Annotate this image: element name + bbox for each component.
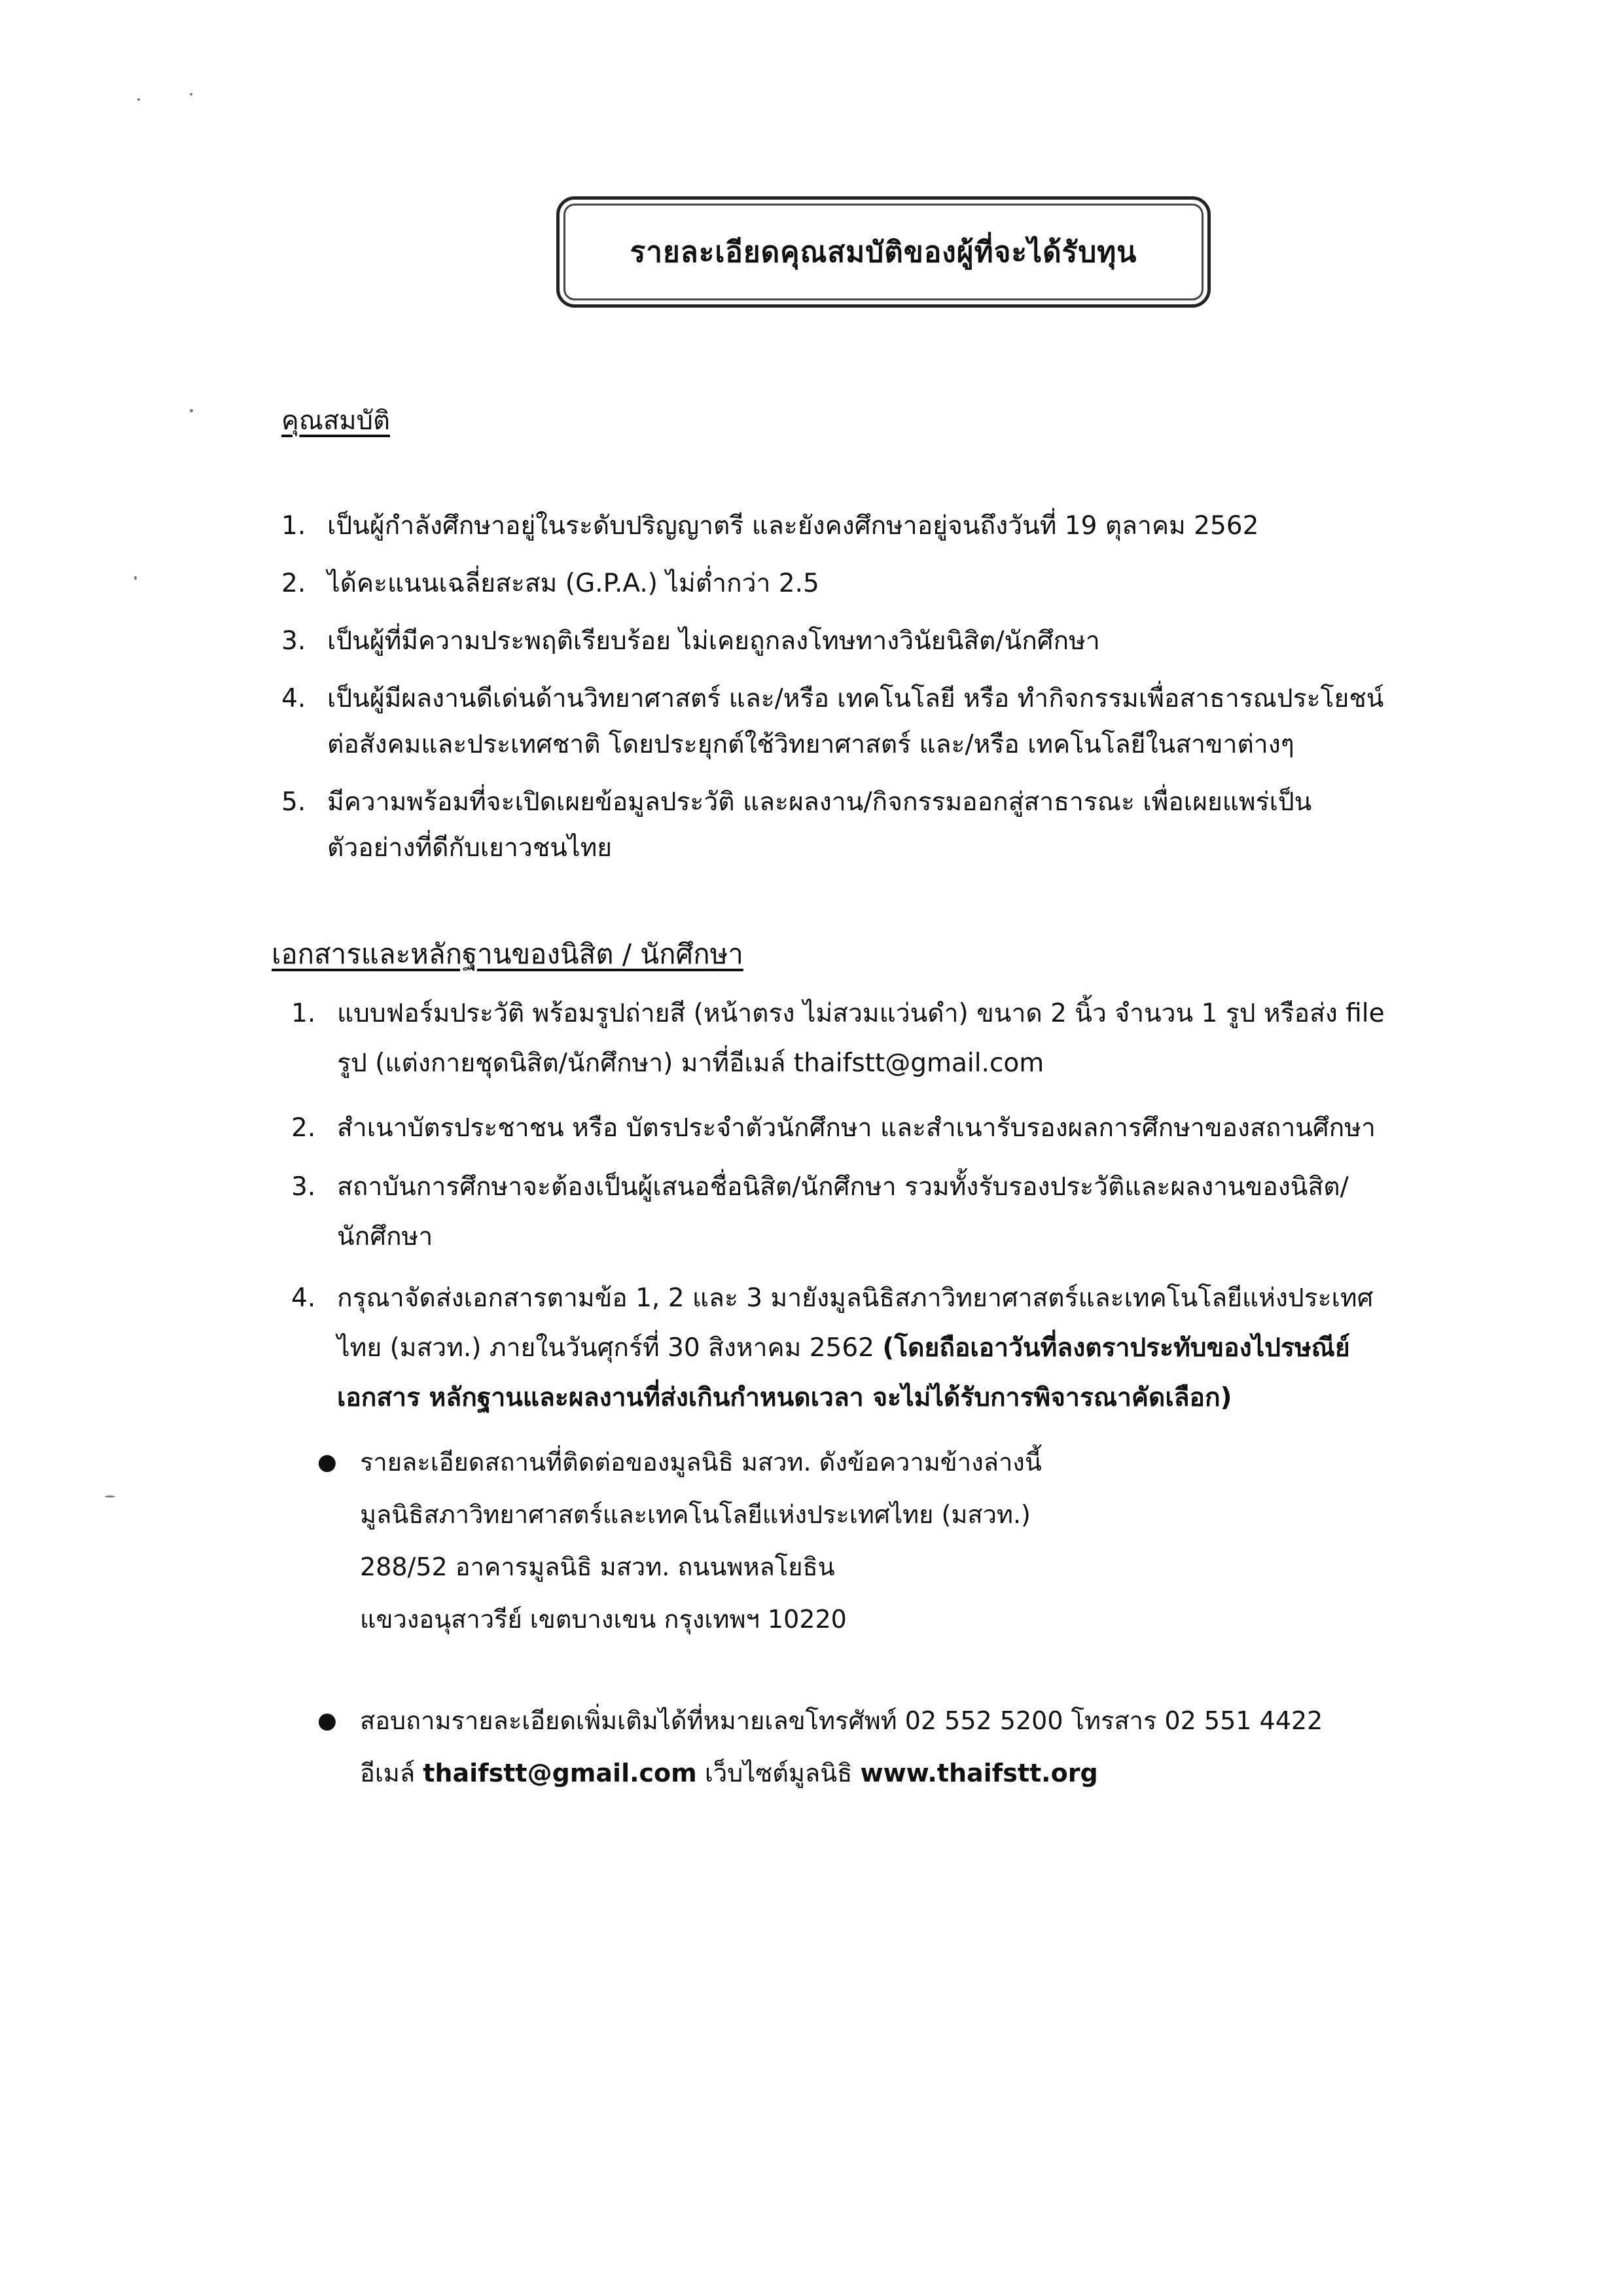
item-text: เป็นผู้กำลังศึกษาอยู่ในระดับปริญญาตรี และยังคงศึกษาอยู่จนถึงวันที่ 19 ตุลาคม 2562 [327,511,1259,541]
item-number: 4. [281,684,306,713]
bullet-dot-icon: ● [317,1708,337,1734]
item-number: 3. [281,626,306,656]
item-text-plain: ไทย (มสวท.) ภายในวันศุกร์ที่ 30 สิงหาคม 2562 [337,1333,883,1363]
item-text-bold: (โดยถือเอาวันที่ลงตราประทับของไปรษณีย์ [882,1333,1350,1363]
item-text-line-2: นักศึกษา [337,1222,433,1251]
item-text-line-2: รูป (แต่งกายชุดนิสิต/นักศึกษา) มาที่อีเมล์ thaifstt@gmail.com [337,1049,1044,1078]
qualifications-heading: คุณสมบัติ [281,406,391,436]
item-text-line-1: มีความพร้อมที่จะเปิดเผยข้อมูลประวัติ และผลงาน/กิจกรรมออกสู่สาธารณะ เพื่อเผยแพร่เป็น [327,787,1312,817]
scan-speck [134,576,137,580]
documents-heading: เอกสารและหลักฐานของนิสิต / นักศึกษา [272,938,743,970]
contact-line-3: 288/52 อาคารมูลนิธิ มสวท. ถนนพหลโยธิน [360,1552,835,1581]
item-text-line-1: กรุณาจัดส่งเอกสารตามข้อ 1, 2 และ 3 มายังมูลนิธิสภาวิทยาศาสตร์และเทคโนโลยีแห่งประเทศ [337,1283,1374,1313]
item-number: 1. [291,999,316,1028]
scan-speck [137,98,140,101]
scan-speck [190,409,193,412]
bullet-dot-icon: ● [317,1449,337,1475]
item-text-line-1: สถาบันการศึกษาจะต้องเป็นผู้เสนอชื่อนิสิต/นักศึกษา รวมทั้งรับรองประวัติและผลงานของนิสิต/ [337,1172,1349,1202]
contact-line-4: แขวงอนุสาวรีย์ เขตบางเขน กรุงเทพฯ 10220 [360,1605,847,1634]
item-number: 2. [291,1113,316,1143]
item-text: ได้คะแนนเฉลี่ยสะสม (G.P.A.) ไม่ต่ำกว่า 2.5 [327,569,819,598]
item-text-line-1: แบบฟอร์มประวัติ พร้อมรูปถ่ายสี (หน้าตรง ไม่สวมแว่นดำ) ขนาด 2 นิ้ว จำนวน 1 รูป หรือส่ง file [337,999,1385,1028]
scan-speck [105,1496,115,1498]
email-web-line [360,1751,1098,1795]
phone-line: สอบถามรายละเอียดเพิ่มเติมได้ที่หมายเลขโทรศัพท์ 02 552 5200 โทรสาร 02 551 4422 [360,1706,1323,1735]
website-label: เว็บไซต์มูลนิธิ [696,1759,861,1787]
title-box [556,196,1211,308]
item-text-line-3: เอกสาร หลักฐานและผลงานที่ส่งเกินกำหนดเวลา จะไม่ได้รับการพิจารณาคัดเลือก) [337,1383,1232,1412]
item-number: 5. [281,787,306,817]
contact-line-1: รายละเอียดสถานที่ติดต่อของมูลนิธิ มสวท. ดังข้อความข้างล่างนี้ [360,1448,1042,1477]
item-text-line-2: ตัวอย่างที่ดีกับเยาวชนไทย [327,833,613,863]
item-number: 4. [291,1283,316,1313]
item-text-line-1: เป็นผู้มีผลงานดีเด่นด้านวิทยาศาสตร์ และ/หรือ เทคโนโลยี หรือ ทำกิจกรรมเพื่อสาธารณประโยชน์ [327,684,1384,713]
email-label: อีเมล์ [360,1759,423,1787]
item-number: 1. [281,511,306,541]
item-number: 2. [281,569,306,598]
item-text: เป็นผู้ที่มีความประพฤติเรียบร้อย ไม่เคยถูกลงโทษทางวินัยนิสิต/นักศึกษา [327,626,1100,656]
contact-line-2: มูลนิธิสภาวิทยาศาสตร์และเทคโนโลยีแห่งประเทศไทย (มสวท.) [360,1500,1031,1529]
item-number: 3. [291,1172,316,1202]
email-link[interactable]: thaifstt@gmail.com [423,1759,697,1787]
item-text: สำเนาบัตรประชาชน หรือ บัตรประจำตัวนักศึกษา และสำเนารับรองผลการศึกษาของสถานศึกษา [337,1113,1376,1143]
item-text-line-2 [337,1326,1350,1371]
website-link[interactable]: www.thaifstt.org [860,1759,1098,1787]
page-title: รายละเอียดคุณสมบัติของผู้ที่จะได้รับทุน [630,236,1137,269]
scan-speck [190,93,192,96]
item-text-line-2: ต่อสังคมและประเทศชาติ โดยประยุกต์ใช้วิทยาศาสตร์ และ/หรือ เทคโนโลยีในสาขาต่างๆ [327,730,1294,759]
